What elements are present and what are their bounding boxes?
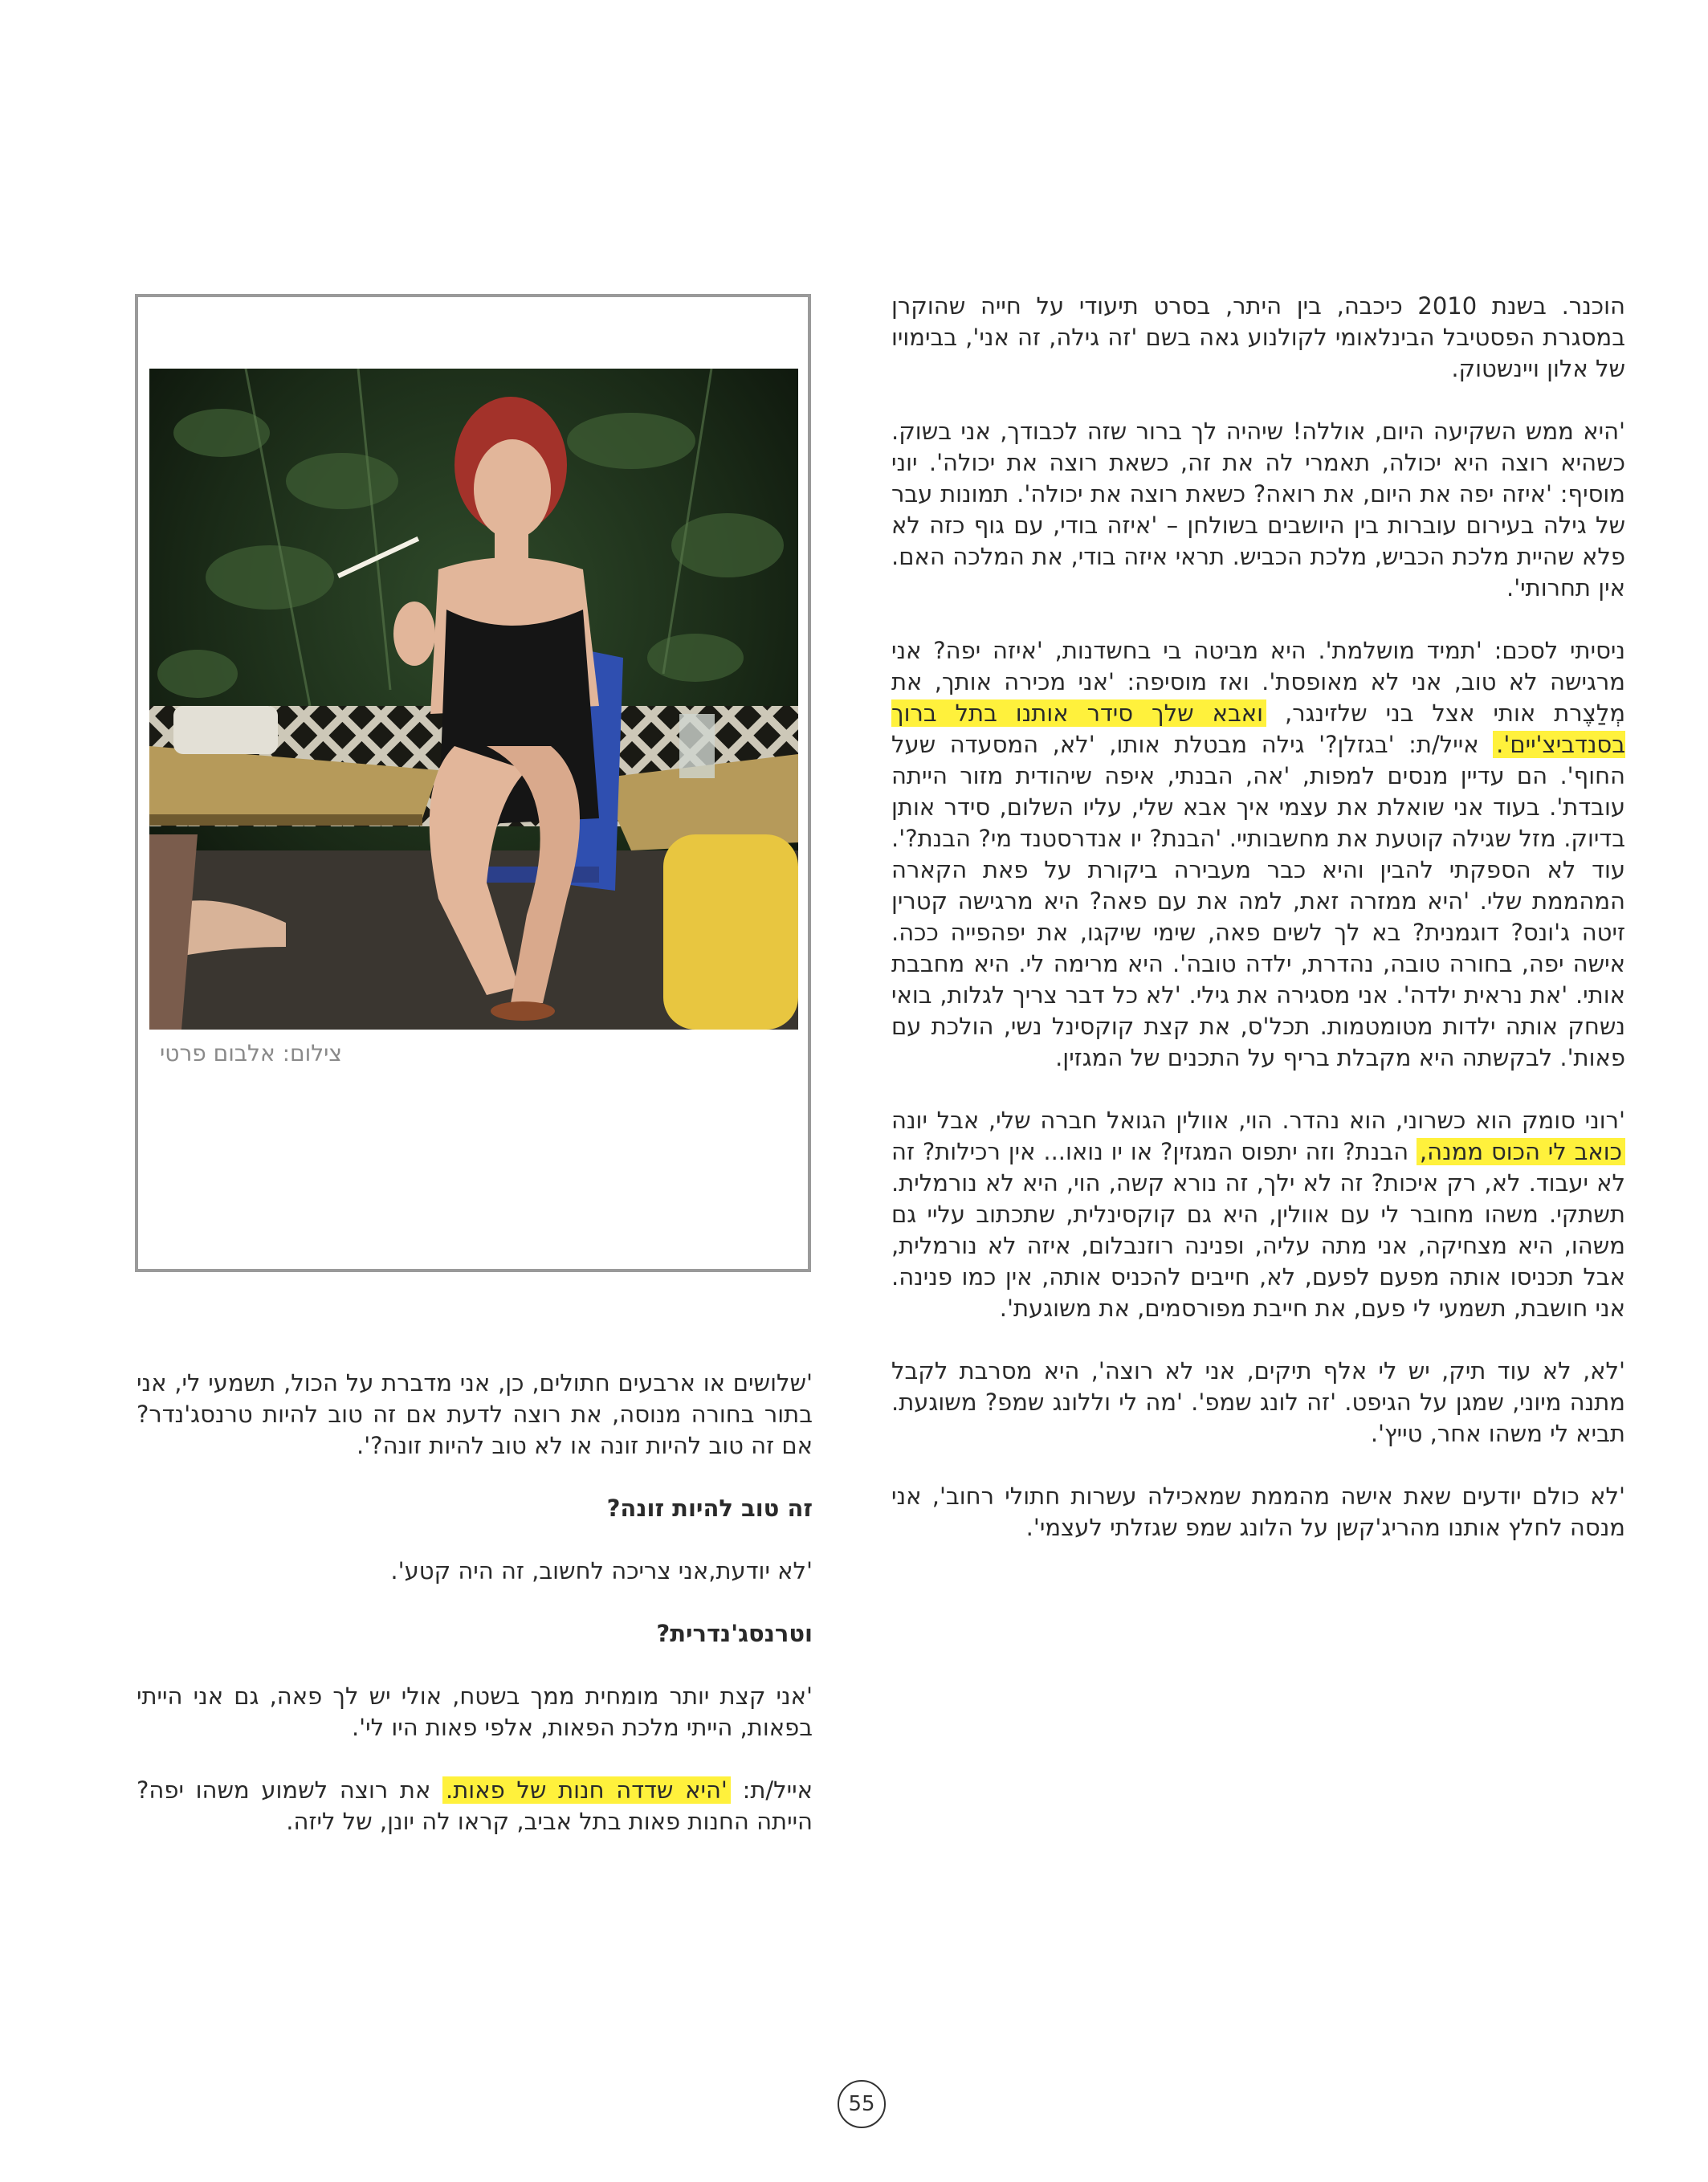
- page-number: [838, 2080, 886, 2128]
- article-paragraph-5: 'לא, לא עוד תיק, יש לי אלף תיקים, אני לא רוצה', היא מסרבת לקבל מתנה מיוני, שמגן על הגיפט. 'זה לונג שמפ'. 'מה לי וללונג שמפ? משוגעת. תביא לי משהו אחר, טייץ'.: [891, 1357, 1625, 1447]
- sidebar-paragraph-2: 'לא יודעת,אני צריכה לחשוב, זה היה קטע'.: [390, 1557, 813, 1584]
- article-paragraph-1: הוכנר. בשנת 2010 כיכבה, בין היתר, בסרט תיעודי על חייה שהוקרן במסגרת הפסטיבל הבינלאומי לקולנוע גאה בשם 'זה גילה, זה אני', בבימויו של אלון ויינשטוק.: [891, 292, 1625, 382]
- photo-caption: צילום: אלבום פרטי: [160, 1040, 342, 1067]
- sidebar-paragraph-3: 'אני קצת יותר מומחית ממך בשטח, אולי יש לך פאה, גם אני הייתי בפאות, הייתי מלכת הפאות, אלפי פאות היו לי'.: [137, 1682, 813, 1741]
- paragraph-text: 'רוני סומק הוא כשרוני, הוא נהדר. הוי, אוולין הגואל חברה שלי, אבל יונה: [891, 1107, 1625, 1134]
- article-paragraph-6: 'לא כולם יודעים שאת אישה מהממת שמאכילה עשרות חתולי רחוב', אני מנסה לחלץ אותנו מהריג'קשן על הלונג שמפ שגזלתי לעצמי'.: [891, 1483, 1625, 1541]
- sidebar-paragraph-4: [137, 1775, 813, 1837]
- paragraph-text: את רוצה לשמוע משהו יפה? הייתה החנות פאות בתל אביב, קראו לה יונן, של ליזה.: [137, 1776, 813, 1835]
- article-paragraph-3: [891, 635, 1625, 1074]
- question-heading-1: זה טוב להיות זונה?: [606, 1495, 813, 1522]
- page-number-text: 55: [848, 2092, 875, 2116]
- sidebar-paragraph-1: 'שלושים או ארבעים חתולים, כן, אני מדברת על הכול, תשמעי לי, אני בתור בחורה מנוסה, את רוצה לדעת אם זה טוב להיות טרנסג'נדר? אם זה טוב להיות זונה או לא טוב להיות זונה?'.: [137, 1369, 813, 1459]
- article-paragraph-4: [891, 1105, 1625, 1324]
- paragraph-text: אייל/ת:: [742, 1776, 813, 1804]
- highlighted-quote: כואב לי הכוס ממנה,: [1417, 1138, 1625, 1165]
- paragraph-text: אייל/ת: 'בגזלן?' גילה מבטלת אותו, 'לא, המסעדה שעל החוף'. הם עדיין מנסים למפות, 'אה, הבנתי, איפה שיהודית מזור הייתה עובדת'. בעוד אני שואלת את עצמי איך אבא שלי, עליו השלום, סידר אותן בדיוק. מזל שגילה קוטעת את מחשבותיי. 'הבנת? יו אנדרסטנד מי? הבנת?'. עוד לא הספקתי להבין והיא כבר מעבירה ביקורת על פאת הקארה המהממת שלי. 'היא ממזרה זאת, למה את עם פאה? היא מרגישה קטרין זיטה ג'ונס? דוגמנית? בא לך לשים פאה, שימי שיקגו, את יפהפייה ככה. אישה יפה, בחורה טובה, נהדרת, ילדה טובה'. היא מרימה לי. היא מחבבת אותי. 'את נראית ילדה'. אני מסגירה את גילי. 'לא כל דבר צריך לגלות, בואי נשחק אותה ילדות מטומטמות. תכל'ס, את קצת קוקסינל נשי, הולכת עם פאות'. לבקשתה היא מקבלת בריף על התכנים של המגזין.: [891, 731, 1625, 1071]
- portrait-photo: [149, 369, 798, 1030]
- highlighted-quote: 'היא שדדה חנות של פאות.: [442, 1776, 731, 1804]
- article-column: [891, 291, 1625, 1544]
- paragraph-text: הבנת? וזה יתפוס המגזין? או יו נואו... אין רכילות? זה לא יעבוד. לא, רק איכות? זה לא ילך, זה נורא קשה, הוי, היא לא נורמלית. תשתקי. משהו מחובר לי עם אוולין, היא גם קוקסינלית, שתכתוב עליי גם משהו, היא מצחיקה, אני מתה עליה, ופנינה רוזנבלום, איזה לא נורמלית, אבל תכניסו אותה מפעם לפעם, לא, חייבים להכניס אותה, אין כמו פנינה. אני חושבת, תשמעי לי פעם, את חייבת מפורסמים, את משוגעת'.: [891, 1138, 1625, 1322]
- question-heading-2: וטרנסג'נדרית?: [656, 1620, 813, 1647]
- article-paragraph-2: 'היא ממש השקיעה היום, אוללה! שיהיה לך ברור שזה לכבודך, אני בשוק. כשהיא רוצה היא יכולה, תאמרי לה את זה, כשאת רוצה את יכולה'. יוני מוסיף: 'איזה יפה את היום, את רואה? כשאת רוצה את יכולה'. תמונות עבר של גילה בעירום עוברות בין היושבים בשולחן – 'איזה בודי, עם גוף כזה לא פלא שהיית מלכת הכביש, מלכת הכביש. תראי איזה בודי, את המלכה האם. אין תחרותי'.: [891, 418, 1625, 602]
- highlighted-quote: ואבא שלך סידר אותנו בתל ברוך בסנדביצ'יים'.: [891, 699, 1626, 758]
- paragraph-text: ניסיתי לסכם: 'תמיד מושלמת'. היא מביטה בי בחשדנות, 'איזה יפה? אני מרגישה לא טוב, אני לא מאופסת'. ואז מוסיפה: 'אני מכירה אותך, את מְלַצֶרת אותי אצל בני שלזינגר,: [891, 637, 1626, 727]
- sidebar-column: [137, 1368, 813, 1837]
